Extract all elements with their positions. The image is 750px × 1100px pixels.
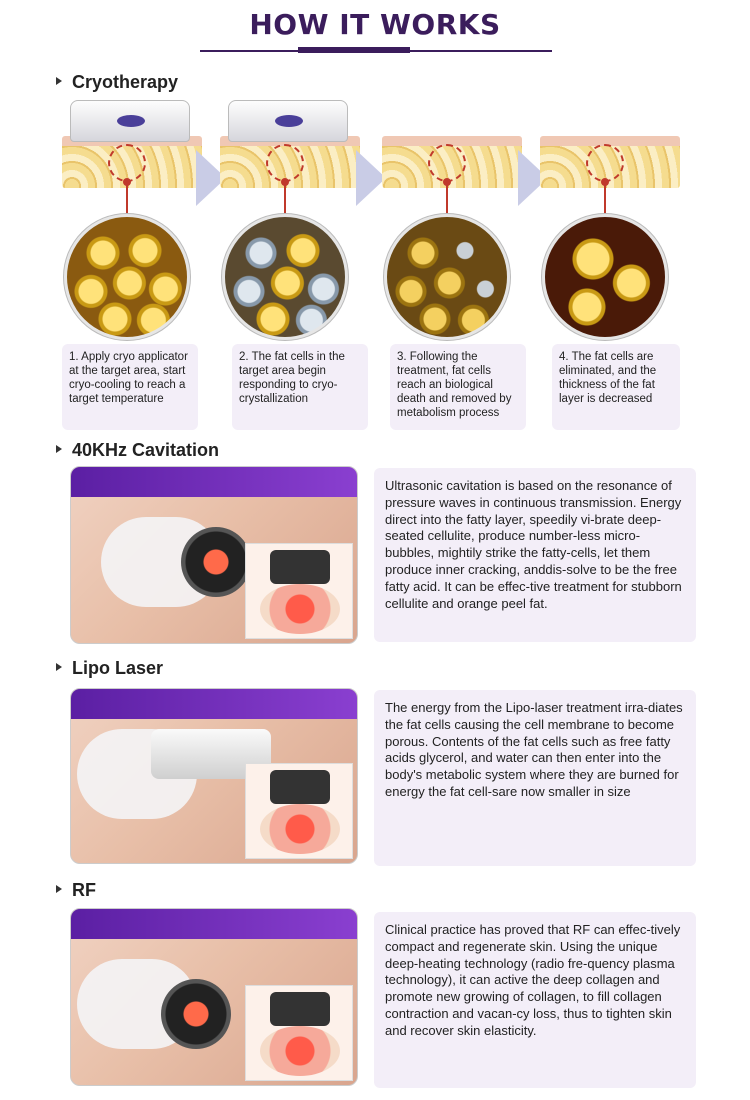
- rf-description: Clinical practice has proved that RF can effec-tively compact and regenerate skin. Using the unique deep-heating technology (radio fre-quency plasma technology), it can active the deep collagen and promote new growing of collagen, to fill collagen contraction and vacan-cy loss, thus to tighten skin and recover skin elasticity.: [374, 912, 696, 1088]
- cavitation-photo: [70, 466, 358, 644]
- section-title-cryotherapy: [56, 72, 178, 93]
- bullet-arrow-icon: [56, 445, 62, 453]
- target-circle: [108, 144, 146, 182]
- pointer-line: [284, 182, 286, 216]
- purple-banner: [71, 467, 357, 497]
- cryo-applicator-illustration: [70, 100, 190, 142]
- step-description: 2. The fat cells in the target area begin responding to cryo-crystallization: [232, 344, 368, 430]
- page-header: [0, 8, 750, 41]
- rf-handpiece-illustration: [161, 979, 231, 1049]
- cryo-step-4: [540, 100, 700, 405]
- section-title-lipo-laser: [56, 658, 163, 679]
- fat-cells-closeup: [64, 214, 190, 340]
- section-title-text: Cryotherapy: [72, 72, 179, 92]
- step-description: 1. Apply cryo applicator at the target area, start cryo-cooling to reach a target temperature: [62, 344, 198, 430]
- section-title-cavitation: [56, 440, 219, 461]
- fat-cells-closeup: [542, 214, 668, 340]
- bullet-arrow-icon: [56, 885, 62, 893]
- bullet-arrow-icon: [56, 663, 62, 671]
- lipo-laser-description: The energy from the Lipo-laser treatment irra-diates the fat cells causing the cell membrane to become porous. Contents of the fat cells such as free fatty acids glycerol, and water can then enter into the body's metabolic system where they are burned for energy the fat cell-sare now smaller in size: [374, 690, 696, 866]
- section-title-text: RF: [72, 880, 96, 900]
- inset-diagram: [245, 985, 353, 1081]
- cavitation-description: Ultrasonic cavitation is based on the resonance of pressure waves in continuous transmission. Energy direct into the fatty layer, speedily vi-brate deep-seated cellulite, produce number-less micro-bubbles, mightily strike the fatty-cells, let them produce inner cracking, anddis-solve to be the free fatty acid. It can be effec-tive treatment for stubborn cellulite and orange peel fat.: [374, 468, 696, 642]
- cryo-step-2: [220, 100, 380, 405]
- cryo-step-3: [382, 100, 542, 419]
- page-title: HOW IT WORKS: [249, 8, 501, 41]
- pointer-line: [126, 182, 128, 216]
- target-circle: [266, 144, 304, 182]
- target-circle: [586, 144, 624, 182]
- rf-photo: [70, 908, 358, 1086]
- inset-diagram: [245, 763, 353, 859]
- fat-cells-closeup: [384, 214, 510, 340]
- section-title-rf: [56, 880, 96, 901]
- section-title-text: Lipo Laser: [72, 658, 164, 678]
- title-underline-accent: [298, 47, 410, 53]
- pointer-line: [604, 182, 606, 216]
- step-description: 4. The fat cells are eliminated, and the thickness of the fat layer is decreased: [552, 344, 680, 430]
- step-description: 3. Following the treatment, fat cells reach an biological death and removed by metabolism process: [390, 344, 526, 430]
- cavitation-handpiece-illustration: [181, 527, 251, 597]
- purple-banner: [71, 909, 357, 939]
- purple-banner: [71, 689, 357, 719]
- target-circle: [428, 144, 466, 182]
- pointer-line: [446, 182, 448, 216]
- section-title-text: 40KHz Cavitation: [72, 440, 220, 460]
- inset-diagram: [245, 543, 353, 639]
- lipo-laser-photo: [70, 688, 358, 864]
- cryo-step-1: [62, 100, 222, 405]
- bullet-arrow-icon: [56, 77, 62, 85]
- fat-cells-closeup: [222, 214, 348, 340]
- cryo-applicator-illustration: [228, 100, 348, 142]
